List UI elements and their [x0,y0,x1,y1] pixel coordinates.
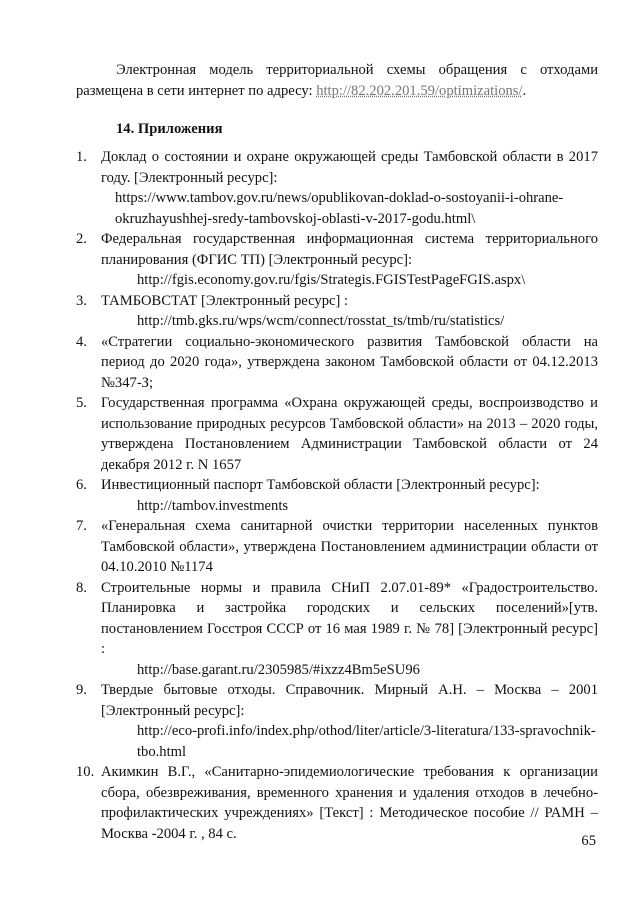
list-item-text: Инвестиционный паспорт Тамбовской области [Электронный ресурс]: [101,477,540,493]
list-item-url[interactable]: http://eco-profi.info/index.php/othod/liter/article/3-literatura/133-spravochnik-tbo.html [137,723,596,760]
list-item-number: 8. [76,579,87,596]
list-item-text: «Стратегии социально-экономического развития Тамбовской области на период до 2020 года», утверждена законом Тамбовской области от 04.12.2013 №347-З; [101,333,598,391]
list-item-text: Акимкин В.Г., «Санитарно-эпидемиологические требования к организации сбора, обезвреживания, временного хранения и удаления отходов в лечебно-профилактических учреждениях» [Текст] : Методическое пособие // РАМН – Москва -2004 г. , 84 с. [101,764,598,842]
list-item-url[interactable]: http://base.garant.ru/2305985/#ixzz4Bm5eSU96 [137,661,420,678]
list-item [76,475,598,516]
list-item [76,762,598,844]
list-item [76,680,598,762]
list-item [76,393,598,475]
intro-paragraph [76,60,598,102]
list-item-number: 6. [76,477,87,493]
list-item [76,291,598,332]
list-item-url[interactable]: http://fgis.economy.gov.ru/fgis/Strategis.FGISTestPageFGIS.aspx\ [137,272,526,288]
list-item [76,578,598,681]
list-item-number: 7. [76,518,87,534]
list-item-text: Государственная программа «Охрана окружающей среды, воспроизводство и использование природных ресурсов Тамбовской области» на 2013 – 2020 годы, утверждена Постановлением Администрации Тамбовской области от 24 декабря 2012 г. N 1657 [101,395,598,473]
list-item-url[interactable]: http://tambov.investments [137,497,289,514]
list-item [76,332,598,394]
reference-list [76,147,598,844]
section-title: 14. Приложения [116,121,223,137]
list-item-number: 4. [76,333,87,350]
list-item-number: 5. [76,395,87,411]
list-item-url[interactable]: https://www.tambov.gov.ru/news/opublikovan-doklad-o-sostoyanii-i-ohrane-okruzhayushhej-sredy-tambovskoj-oblasti-v-2017-godu.html\ [115,190,564,227]
list-item-number: 3. [76,292,87,309]
list-item-text: ТАМБОВСТАТ [Электронный ресурс] : [101,292,349,309]
list-item-number: 10. [76,764,95,780]
list-item-text: Федеральная государственная информационная система территориального планирования (ФГИС ТП) [Электронный ресурс]: [101,231,598,268]
intro-link[interactable]: http://82.202.201.59/optimizations/ [316,83,523,99]
list-item-text: Твердые бытовые отходы. Справочник. Мирный А.Н. – Москва – 2001 [Электронный ресурс]: [101,682,598,719]
list-item-text: «Генеральная схема санитарной очистки территории населенных пунктов Тамбовской области», утверждена Постановлением администрации области от 04.10.2010 №1174 [101,518,598,575]
list-item-number: 9. [76,682,87,698]
list-item-number: 2. [76,231,87,247]
intro-tail: . [522,83,527,99]
list-item-number: 1. [76,149,87,165]
list-item-text: Строительные нормы и правила СНиП 2.07.01-89* «Градостроительство. Планировка и застройка городских и сельских поселений»[утв. постановлением Госстроя СССР от 16 мая 1989 г. № 78] [Электронный ресурс] : [101,579,598,657]
list-item-text: Доклад о состоянии и охране окружающей среды Тамбовской области в 2017 году. [Электронный ресурс]: [101,149,598,186]
intro-text: Электронная модель территориальной схемы обращения с отходами размещена в сети интернет по адресу: [76,62,598,99]
list-item [76,516,598,578]
list-item-url[interactable]: http://tmb.gks.ru/wps/wcm/connect/rosstat_ts/tmb/ru/statistics/ [137,313,505,329]
list-item [76,147,598,229]
page-number: 65 [581,833,596,849]
list-item [76,229,598,291]
